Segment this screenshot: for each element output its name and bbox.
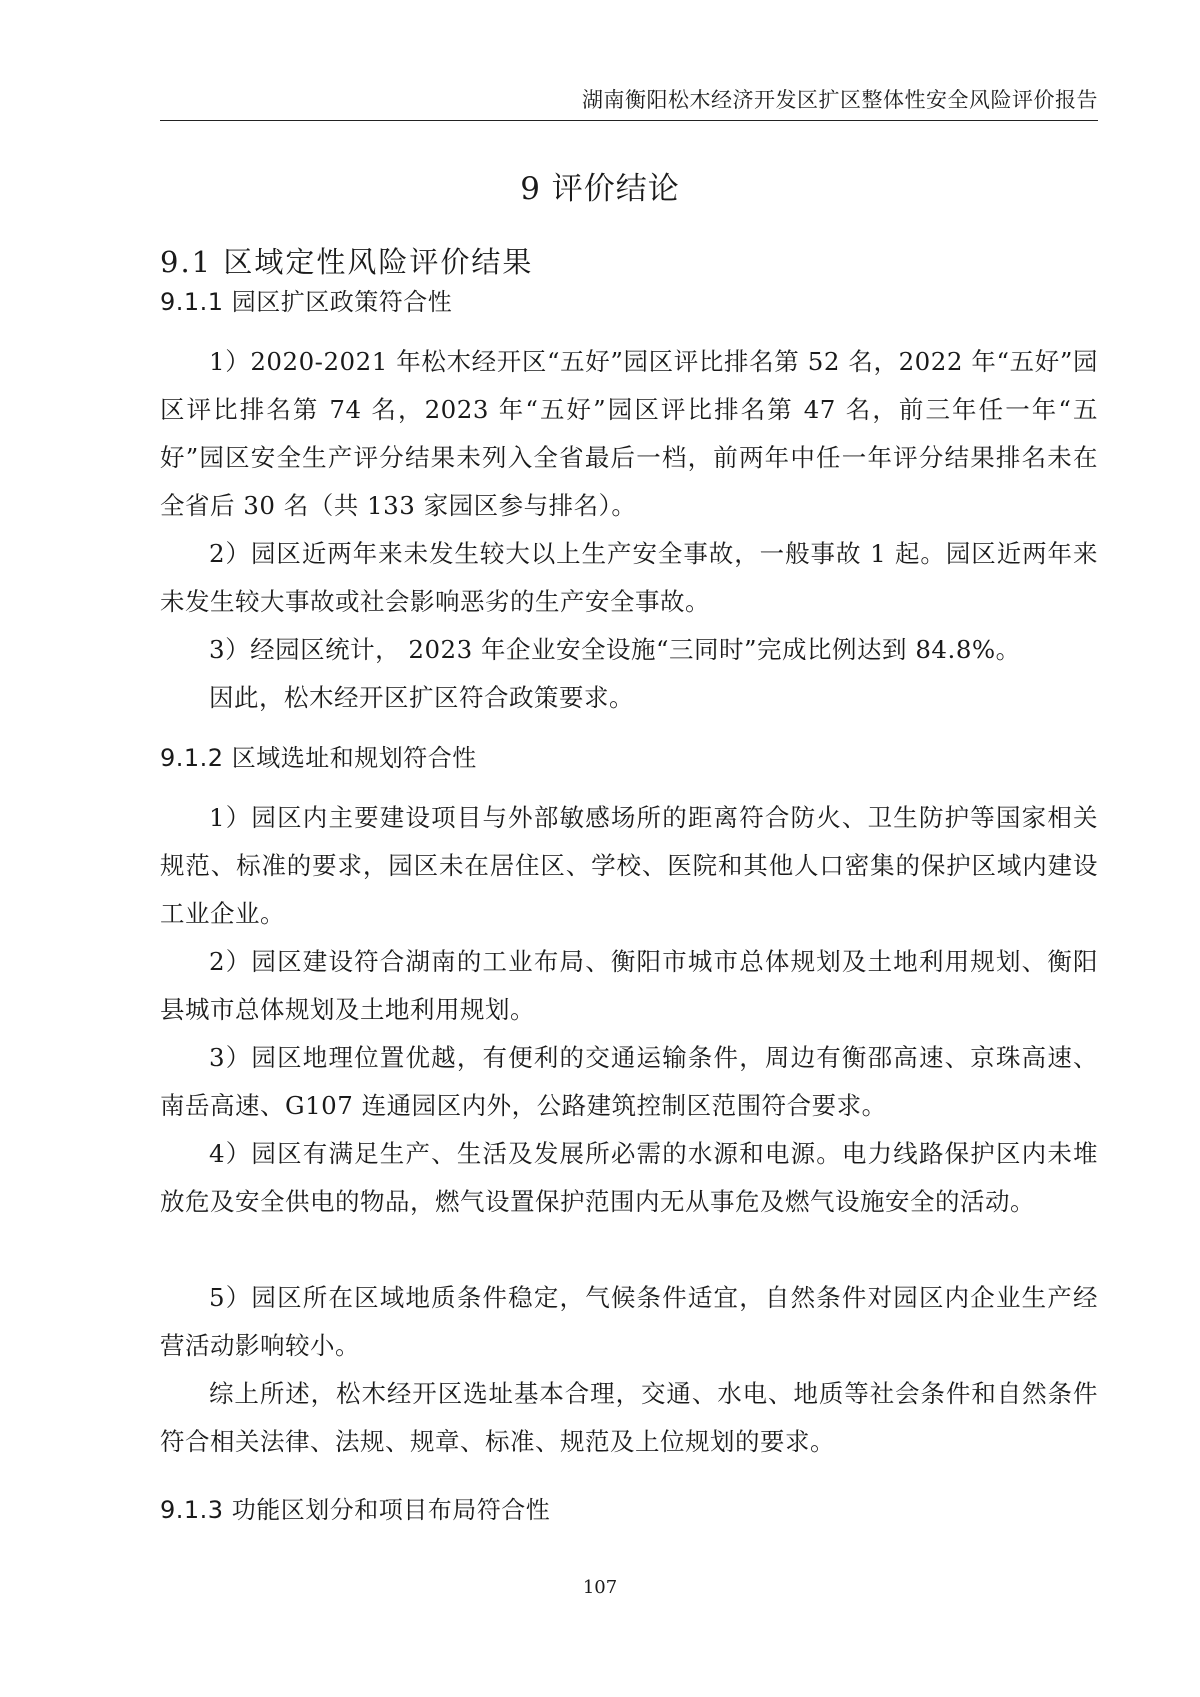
- subsection-title-9-1-2: 9.1.2 区域选址和规划符合性: [160, 744, 477, 772]
- subsection-title-9-1-1: 9.1.1 园区扩区政策符合性: [160, 288, 453, 316]
- paragraph-9-1-2-item-1: 1）园区内主要建设项目与外部敏感场所的距离符合防火、卫生防护等国家相关规范、标准的要求，园区未在居住区、学校、医院和其他人口密集的保护区域内建设工业企业。: [160, 803, 1098, 928]
- page-header: [160, 78, 1098, 121]
- page-number: 107: [582, 1577, 618, 1598]
- paragraph-9-1-1-conclusion: 因此，松木经开区扩区符合政策要求。: [209, 683, 634, 712]
- paragraph-9-1-2-item-4: 4）园区有满足生产、生活及发展所必需的水源和电源。电力线路保护区内未堆放危及安全供电的物品，燃气设置保护范围内无从事危及燃气设施安全的活动。: [160, 1139, 1098, 1216]
- section-title-9-1: 9.1 区域定性风险评价结果: [160, 245, 534, 279]
- chapter-title: 9 评价结论: [520, 171, 680, 207]
- paragraph-9-1-1-item-2: 2）园区近两年来未发生较大以上生产安全事故，一般事故 1 起。园区近两年来未发生较大事故或社会影响恶劣的生产安全事故。: [160, 539, 1098, 616]
- paragraph-9-1-2-item-2: 2）园区建设符合湖南的工业布局、衡阳市城市总体规划及土地利用规划、衡阳县城市总体规划及土地利用规划。: [160, 947, 1098, 1024]
- paragraph-9-1-1-item-1: 1）2020-2021 年松木经开区“五好”园区评比排名第 52 名，2022 年“五好”园区评比排名第 74 名，2023 年“五好”园区评比排名第 47 名，前三年任一年“五好”园区安全生产评分结果未列入全省最后一档，前两年中任一年评分结果排名未在全省后 30 名（共 133 家园区参与排名）。: [160, 347, 1098, 520]
- paragraph-9-1-1-item-3: 3）经园区统计， 2023 年企业安全设施“三同时”完成比例达到 84.8%。: [209, 635, 1021, 664]
- paragraph-9-1-2-item-3: 3）园区地理位置优越，有便利的交通运输条件，周边有衡邵高速、京珠高速、南岳高速、G107 连通园区内外，公路建筑控制区范围符合要求。: [160, 1043, 1098, 1120]
- subsection-title-9-1-3: 9.1.3 功能区划分和项目布局符合性: [160, 1496, 551, 1524]
- header-title: 湖南衡阳松木经济开发区扩区整体性安全风险评价报告: [582, 88, 1098, 112]
- paragraph-9-1-2-summary: 综上所述，松木经开区选址基本合理，交通、水电、地质等社会条件和自然条件符合相关法律、法规、规章、标准、规范及上位规划的要求。: [160, 1379, 1098, 1456]
- paragraph-9-1-2-item-5: 5）园区所在区域地质条件稳定，气候条件适宜，自然条件对园区内企业生产经营活动影响较小。: [160, 1283, 1098, 1360]
